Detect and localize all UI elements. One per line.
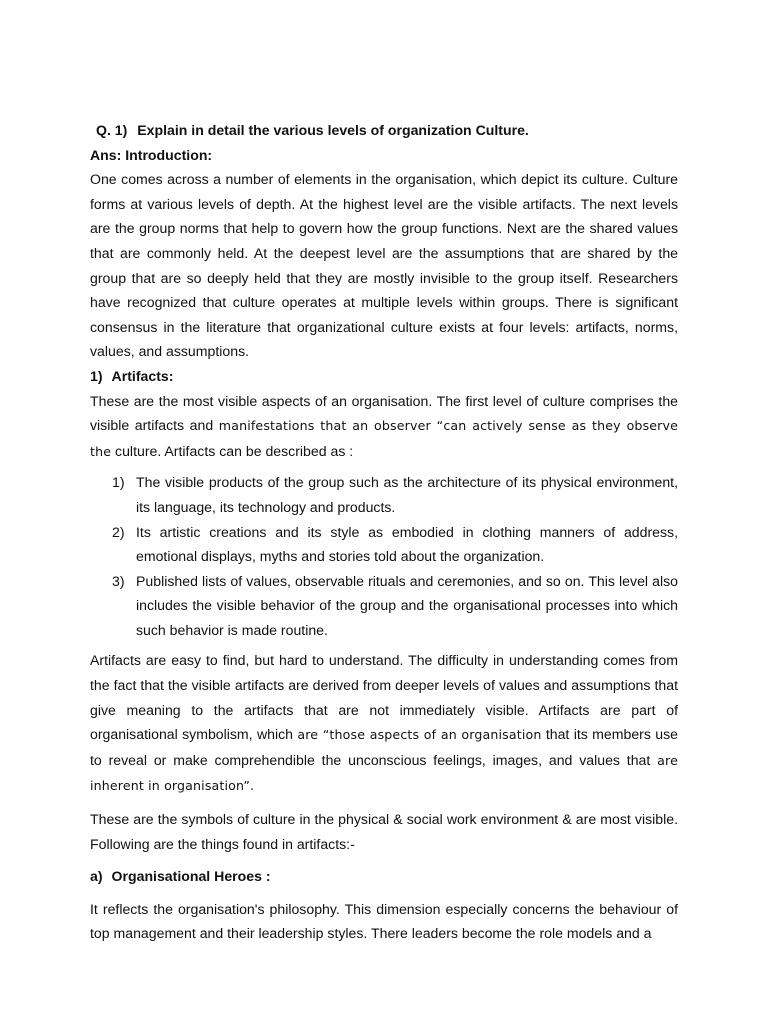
heroes-paragraph: It reflects the organisation's philosophy. This dimension especially concerns the behaviour of top management and their leadership styles. There leaders become the role models and a (90, 900, 678, 942)
answer-heading: Ans: Introduction: (90, 146, 213, 163)
section-number: 1) (90, 367, 103, 384)
artifacts-paragraph-part-b: manifestations that an observer “can actively sense as they observe the (90, 418, 679, 459)
understanding-part-a: Artifacts are easy to find, but hard to understand. The difficulty in understanding comes from the fact that the visible artifacts are derived from deeper levels of values and assumptions that give meaning to the artifacts that are not immediately visible. Artifacts are part of organisational symbolism, which (90, 652, 678, 743)
understanding-part-d: are inherent in organisation”. (90, 752, 678, 794)
subsection-title: Organisational Heroes : (111, 868, 271, 885)
list-item-text: The visible products of the group such as the architecture of its physical environment, its language, its technology and products. (136, 474, 678, 515)
list-item-text: Published lists of values, observable rituals and ceremonies, and so on. This level also includes the visible behavior of the group and the organisational processes into which such behavior is made routine. (136, 572, 678, 638)
list-item-number: 3) (112, 572, 125, 589)
list-item-number: 2) (112, 523, 125, 540)
intro-paragraph: One comes across a number of elements in the organisation, which depict its culture. Culture forms at various levels of depth. At the highest level are the visible artifacts. The next levels are the group norms that help to govern how the group functions. Next are the shared values that are commonly held. At the deepest level are the assumptions that are shared by the group that are so deeply held that they are mostly invisible to the group itself. Researchers have recognized that culture operates at multiple levels within groups. There is significant consensus in the literature that organizational culture exists at four levels: artifacts, norms, values, and assumptions. (90, 171, 678, 360)
artifacts-list (90, 470, 678, 642)
understanding-part-c: that its members use to reveal or make comprehendible the unconscious feelings, images, and values that (90, 726, 678, 768)
question-title (96, 118, 678, 143)
artifacts-paragraph-part-c: culture. Artifacts can be described as : (115, 442, 354, 459)
list-item (90, 470, 678, 519)
question-text: Explain in detail the various levels of organization Culture. (137, 122, 529, 138)
document-page (90, 118, 678, 946)
section-heading-artifacts (90, 364, 678, 389)
artifacts-understanding-paragraph (90, 648, 678, 799)
list-item-text: Its artistic creations and its style as embodied in clothing manners of address, emotional displays, myths and stories told about the organization. (136, 523, 678, 565)
artifacts-paragraph (90, 389, 678, 465)
artifacts-paragraph-part-a: These are the most visible aspects of an organisation. The first level of culture comprises the visible artifacts and (90, 392, 678, 434)
subsection-heading-heroes (90, 864, 678, 889)
question-number: Q. 1) (96, 122, 128, 138)
subsection-number: a) (90, 868, 103, 885)
list-item (90, 520, 678, 569)
section-title: Artifacts: (111, 367, 174, 384)
list-item (90, 569, 678, 643)
list-item-number: 1) (112, 474, 125, 491)
symbols-paragraph: These are the symbols of culture in the physical & social work environment & are most visible. Following are the things found in artifacts:- (90, 811, 678, 852)
understanding-part-b: are “those aspects of an organisation (297, 727, 542, 743)
